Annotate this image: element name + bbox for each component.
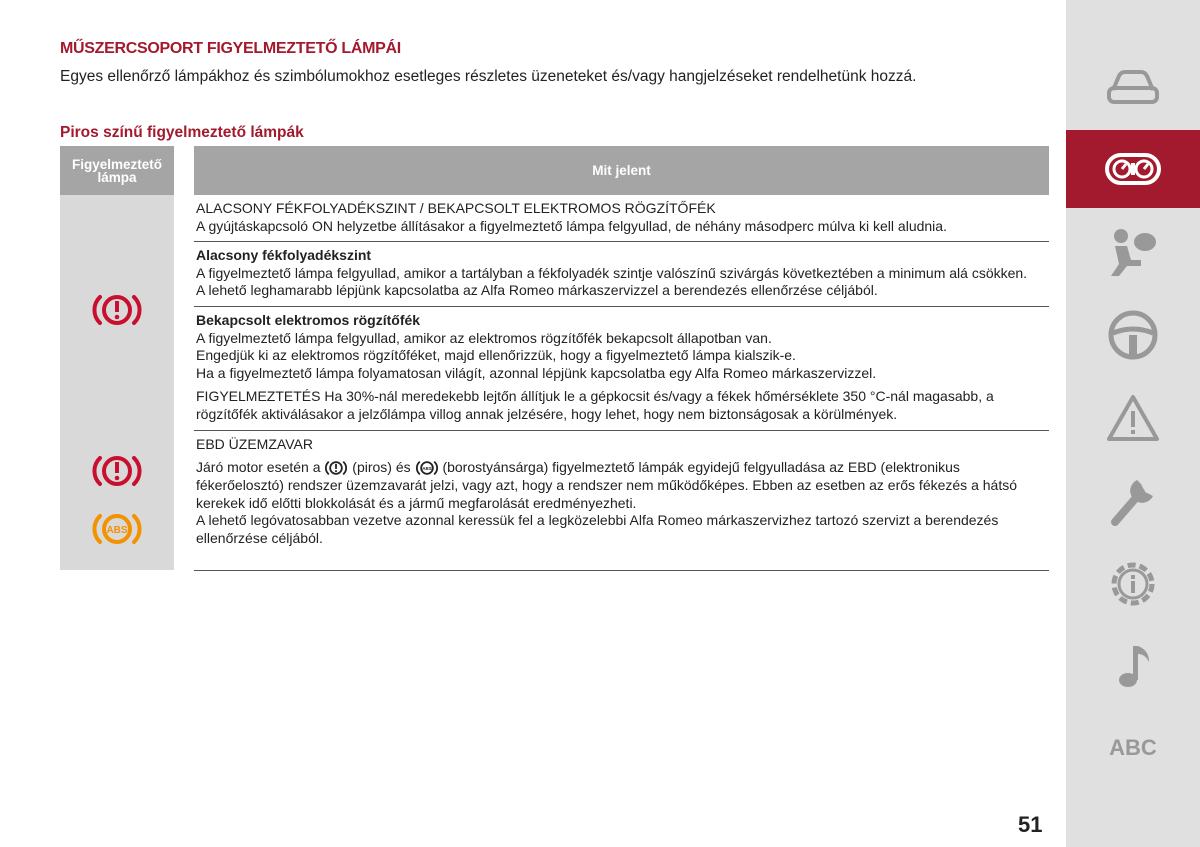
block-text: Engedjük ki az elektromos rögzítőféket, majd ellenőrizzük, hogy a figyelmeztető lámpa kialszik-e. <box>196 347 796 364</box>
subsection-title: Piros színű figyelmeztető lámpák <box>60 124 304 141</box>
svg-text:ABS: ABS <box>421 465 432 471</box>
description-block <box>194 431 1049 570</box>
steering-wheel-icon <box>1107 309 1159 361</box>
block-text: A figyelmeztető lámpa felgyullad, amikor az elektromos rögzítőfék bekapcsolt állapotban van. <box>196 329 772 346</box>
block-title: ALACSONY FÉKFOLYADÉKSZINT / BEKAPCSOLT ELEKTROMOS RÖGZÍTŐFÉK <box>196 200 716 216</box>
text-part: (borostyánsárga) figyelmeztető lámpák egyidejű felgyulladása az EBD (elektronikus fékerőelosztó) rendszer üzemzavarát jelzi, vagy azt, hogy a rendszer nem működőképes. Ebben az esetben az erős fékezés a hátsó kerekek idő előtti blokkolását és a jármű megfarolását eredményezheti. <box>196 459 1017 511</box>
table-row <box>60 430 1049 570</box>
brake-warning-inline-icon <box>324 459 348 477</box>
sidebar-item-dashboard[interactable] <box>1066 130 1200 208</box>
gap-cell <box>174 195 194 430</box>
table-row <box>60 195 1049 430</box>
block-title: Alacsony fékfolyadékszint <box>196 247 372 264</box>
sidebar-item-car[interactable] <box>1066 58 1200 118</box>
abs-inline-icon <box>415 459 439 477</box>
sidebar-item-airbag[interactable] <box>1066 222 1200 282</box>
gap-cell <box>174 430 194 570</box>
block-text: Ha a figyelmeztető lámpa folyamatosan világít, azonnal lépjünk kapcsolatba egy Alfa Romeo márkaszervizzel. <box>196 364 877 381</box>
description-block <box>194 195 1049 242</box>
block-text: A figyelmeztető lámpa felgyullad, amikor a tartályban a fékfolyadék szintje valószínű szivárgás következtében a minimum alá csökken. <box>196 264 1028 281</box>
sidebar-item-steering[interactable] <box>1066 305 1200 365</box>
text-part: (piros) és <box>352 459 411 476</box>
chapter-sidebar <box>1066 0 1200 847</box>
intro-text: Egyes ellenőrző lámpákhoz és szimbólumokhoz esetleges részletes üzeneteket és/vagy hangjelzéseket rendelhetünk hozzá. <box>60 68 917 85</box>
header-meaning: Mit jelent <box>194 146 1049 195</box>
warning-lamps-table <box>60 146 1049 571</box>
dashboard-icon <box>1104 149 1162 189</box>
section-title: MŰSZERCSOPORT FIGYELMEZTETŐ LÁMPÁI <box>60 40 401 57</box>
info-gear-icon <box>1105 556 1161 612</box>
text-part: Járó motor esetén a <box>196 459 321 476</box>
abs-amber-icon <box>91 509 143 549</box>
block-text: A lehető leghamarabb lépjünk kapcsolatba az Alfa Romeo márkaszervizzel a berendezés ellenőrzése céljából. <box>196 282 878 299</box>
sidebar-item-service[interactable] <box>1066 470 1200 530</box>
description-block <box>194 307 1049 430</box>
airbag-icon <box>1105 226 1161 278</box>
header-lamp: Figyelmeztető lámpa <box>60 146 174 195</box>
page-number: 51 <box>1018 812 1043 837</box>
lamp-cell <box>60 195 174 430</box>
sidebar-item-warning[interactable] <box>1066 388 1200 448</box>
block-text: A gyújtáskapcsoló ON helyzetbe állításakor a figyelmeztető lámpa felgyullad, de néhány másodperc múlva ki kell aludnia. <box>196 217 947 234</box>
description-cell <box>194 195 1049 430</box>
header-gap <box>174 146 194 195</box>
sidebar-item-multimedia[interactable] <box>1066 636 1200 696</box>
wrench-icon <box>1107 472 1159 528</box>
car-icon <box>1105 68 1161 108</box>
description-block <box>194 242 1049 307</box>
warning-text: FIGYELMEZTETÉS Ha 30%-nál meredekebb lejtőn állítjuk le a gépkocsit és/vagy a fékek hőmérséklete 350 °C-nál magasabb, a rögzítőfék aktiválásakor a jelzőlámpa villog annak jelzésére, hogy lehet, hogy nem biztonságosak a körülmények. <box>196 388 994 422</box>
brake-warning-red-icon <box>91 290 143 330</box>
description-cell <box>194 430 1049 570</box>
warning-triangle-icon <box>1105 393 1161 443</box>
svg-text:ABS: ABS <box>106 525 128 537</box>
brake-warning-red-icon <box>91 451 143 491</box>
sidebar-item-info[interactable] <box>1066 554 1200 614</box>
music-note-icon <box>1111 640 1155 692</box>
block-title: EBD ÜZEMZAVAR <box>196 435 313 452</box>
block-title: Bekapcsolt elektromos rögzítőfék <box>196 311 421 328</box>
block-text: A lehető legóvatosabban vezetve azonnal keressük fel a legközelebbi Alfa Romeo márkaszervizhez tartozó szervizt a berendezés ellenőrzése céljából. <box>196 512 999 546</box>
block-text <box>196 459 1047 512</box>
abc-label: ABC <box>1109 735 1157 760</box>
sidebar-item-abc[interactable] <box>1066 718 1200 778</box>
lamp-cell <box>60 430 174 570</box>
